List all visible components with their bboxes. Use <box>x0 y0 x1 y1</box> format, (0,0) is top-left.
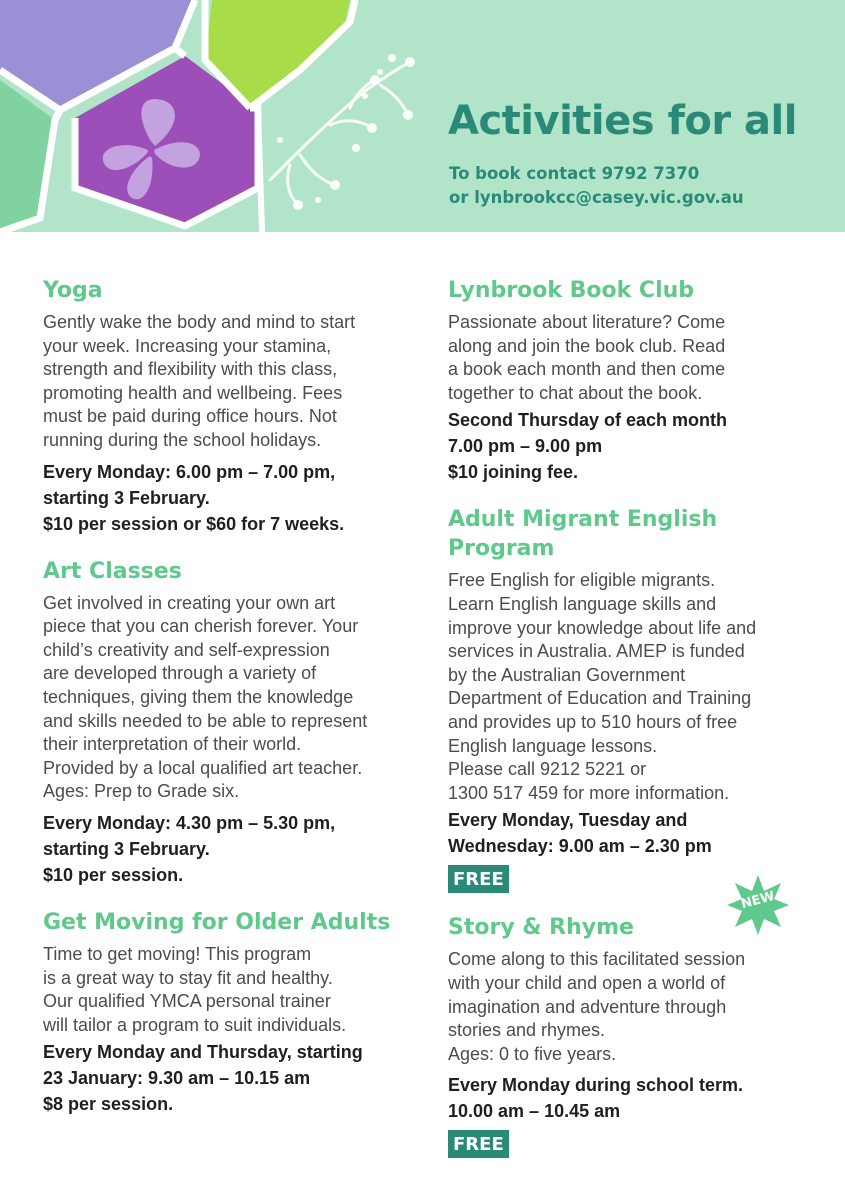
activity-title: Art Classes <box>43 558 182 584</box>
activity-title: Story & Rhyme <box>448 915 634 941</box>
contact-email: or lynbrookcc@casey.vic.gov.au <box>449 188 744 207</box>
activity-schedule: Every Monday and Thursday, starting 23 January: 9.30 am – 10.15 am $8 per session. <box>43 1042 363 1115</box>
right-column <box>448 276 820 1178</box>
activity-schedule: Every Monday during school term. 10.00 am – 10.45 am <box>448 1075 744 1122</box>
activity-description: Time to get moving! This program is a great way to stay fit and healthy. Our qualified YMCA personal trainer will tailor a program to suit individuals. <box>43 943 347 1035</box>
page-title: Activities for all <box>448 98 797 144</box>
activity-description: Get involved in creating your own art piece that you can cherish forever. Your child’s creativity and self-expression are developed through a variety of techniques, giving them the knowledge and skills needed to be able to represent their interpretation of their world. Provided by a local qualified art teacher. Ages: Prep to Grade six. <box>43 592 368 802</box>
contact-phone: To book contact 9792 7370 <box>449 164 700 183</box>
activity-amep <box>448 505 820 893</box>
activity-art-classes <box>43 557 428 888</box>
activity-schedule: Every Monday, Tuesday and Wednesday: 9.00 am – 2.30 pm <box>448 810 712 857</box>
new-burst-icon <box>726 873 790 937</box>
activity-schedule: Every Monday: 4.30 pm – 5.30 pm, starting 3 February. $10 per session. <box>43 812 336 885</box>
activity-description: Free English for eligible migrants. Learn English language skills and improve your knowledge about life and services in Australia. AMEP is funded by the Australian Government Department of Education and Training and provides up to 510 hours of free English language lessons. Please call 9212 5221 or 1300 517 459 for more information. <box>448 570 757 803</box>
activity-title: Yoga <box>43 278 103 303</box>
activity-description: Come along to this facilitated session with your child and open a world of imagination and adventure through stories and rhymes. Ages: 0 to five years. <box>448 949 746 1064</box>
header-banner <box>0 0 845 232</box>
activity-book-club <box>448 276 820 485</box>
activity-title: Lynbrook Book Club <box>448 278 695 303</box>
activity-schedule: Every Monday: 6.00 pm – 7.00 pm, starting 3 February. $10 per session or $60 for 7 weeks. <box>43 461 345 534</box>
left-column <box>43 276 428 1137</box>
activity-get-moving <box>43 908 428 1117</box>
activity-description: Passionate about literature? Come along and join the book club. Read a book each month and then come together to chat about the book. <box>448 312 726 403</box>
activity-schedule: Second Thursday of each month 7.00 pm – 9.00 pm $10 joining fee. <box>448 410 728 483</box>
free-badge: FREE <box>448 1130 509 1158</box>
activity-title: Adult Migrant English Program <box>448 507 718 562</box>
activity-story-rhyme <box>448 889 820 1158</box>
activity-title: Get Moving for Older Adults <box>43 909 391 935</box>
activity-yoga <box>43 276 428 537</box>
new-badge-label: NEW <box>739 889 777 913</box>
activity-description: Gently wake the body and mind to start your week. Increasing your stamina, strength and flexibility with this class, promoting health and wellbeing. Fees must be paid during office hours. Not running during the school holidays. <box>43 312 356 450</box>
free-badge: FREE <box>448 865 509 893</box>
